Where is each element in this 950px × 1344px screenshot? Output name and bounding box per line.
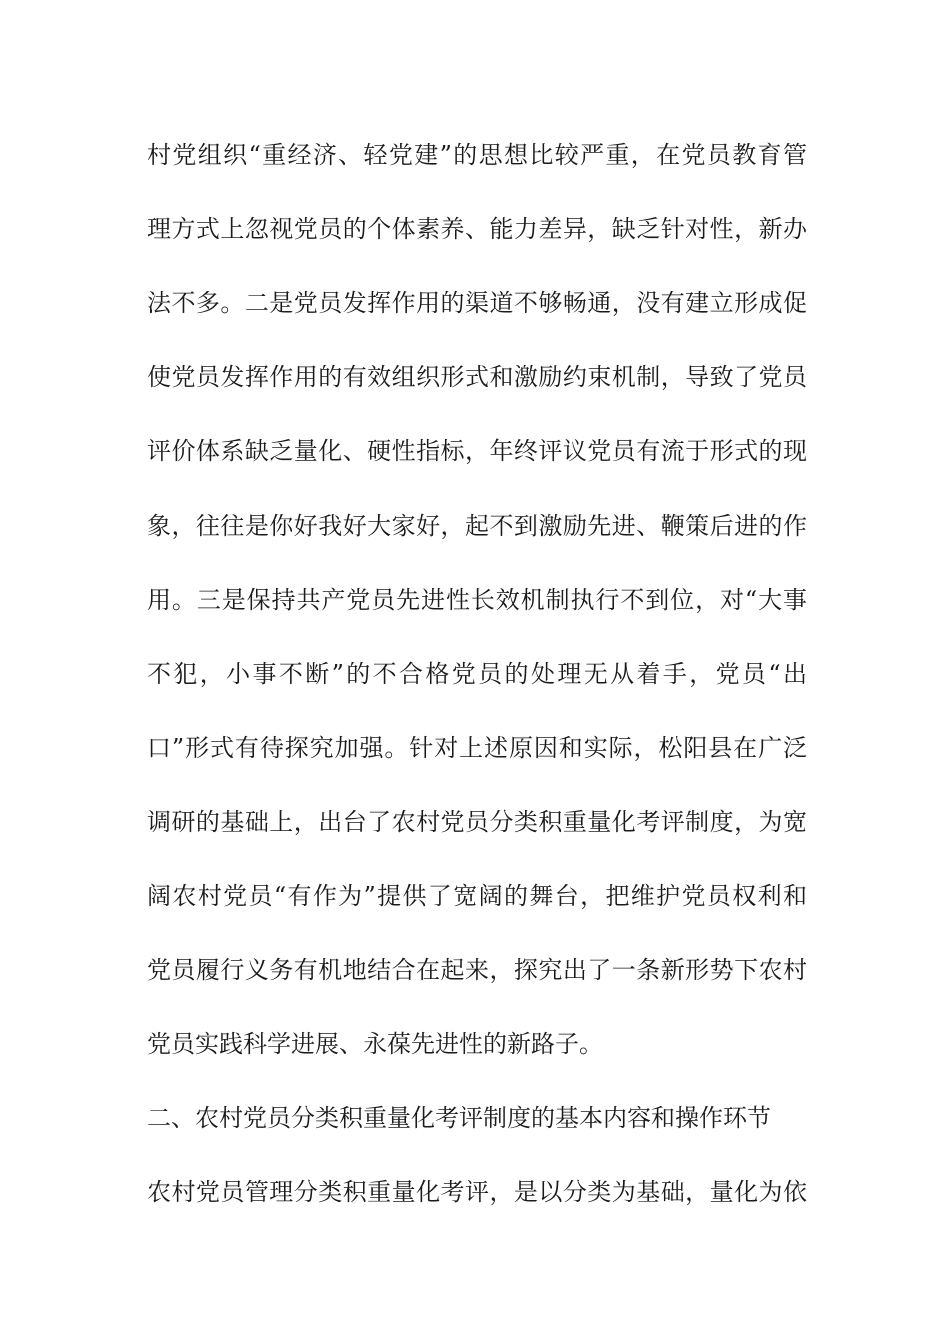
paragraph-line-11: 阔农村党员“有作为”提供了宽阔的舞台，把维护党员权利和 bbox=[147, 882, 807, 910]
section-heading: 二、农村党员分类积重量化考评制度的基本内容和操作环节 bbox=[147, 1104, 771, 1132]
paragraph-line-15: 农村党员管理分类积重量化考评，是以分类为基础，量化为依 bbox=[147, 1178, 807, 1206]
paragraph-line-10: 调研的基础上，出台了农村党员分类积重量化考评制度，为宽 bbox=[147, 808, 807, 836]
paragraph-line-12: 党员履行义务有机地结合在起来，探究出了一条新形势下农村 bbox=[147, 956, 807, 984]
paragraph-line-5: 评价体系缺乏量化、硬性指标，年终评议党员有流于形式的现 bbox=[147, 437, 807, 465]
paragraph-line-1: 村党组织“重经济、轻党建”的思想比较严重，在党员教育管 bbox=[147, 141, 807, 169]
paragraph-line-8: 不犯，小事不断”的不合格党员的处理无从着手，党员“出 bbox=[147, 660, 807, 688]
paragraph-line-6: 象，往往是你好我好大家好，起不到激励先进、鞭策后进的作 bbox=[147, 512, 807, 540]
paragraph-line-4: 使党员发挥作用的有效组织形式和激励约束机制，导致了党员 bbox=[147, 363, 807, 391]
paragraph-line-13: 党员实践科学进展、永葆先进性的新路子。 bbox=[147, 1030, 603, 1058]
paragraph-line-7: 用。三是保持共产党员先进性长效机制执行不到位，对“大事 bbox=[147, 586, 807, 614]
paragraph-line-3: 法不多。二是党员发挥作用的渠道不够畅通，没有建立形成促 bbox=[147, 289, 807, 317]
paragraph-line-2: 理方式上忽视党员的个体素养、能力差异，缺乏针对性，新办 bbox=[147, 215, 807, 243]
paragraph-line-9: 口”形式有待探究加强。针对上述原因和实际，松阳县在广泛 bbox=[147, 734, 807, 762]
